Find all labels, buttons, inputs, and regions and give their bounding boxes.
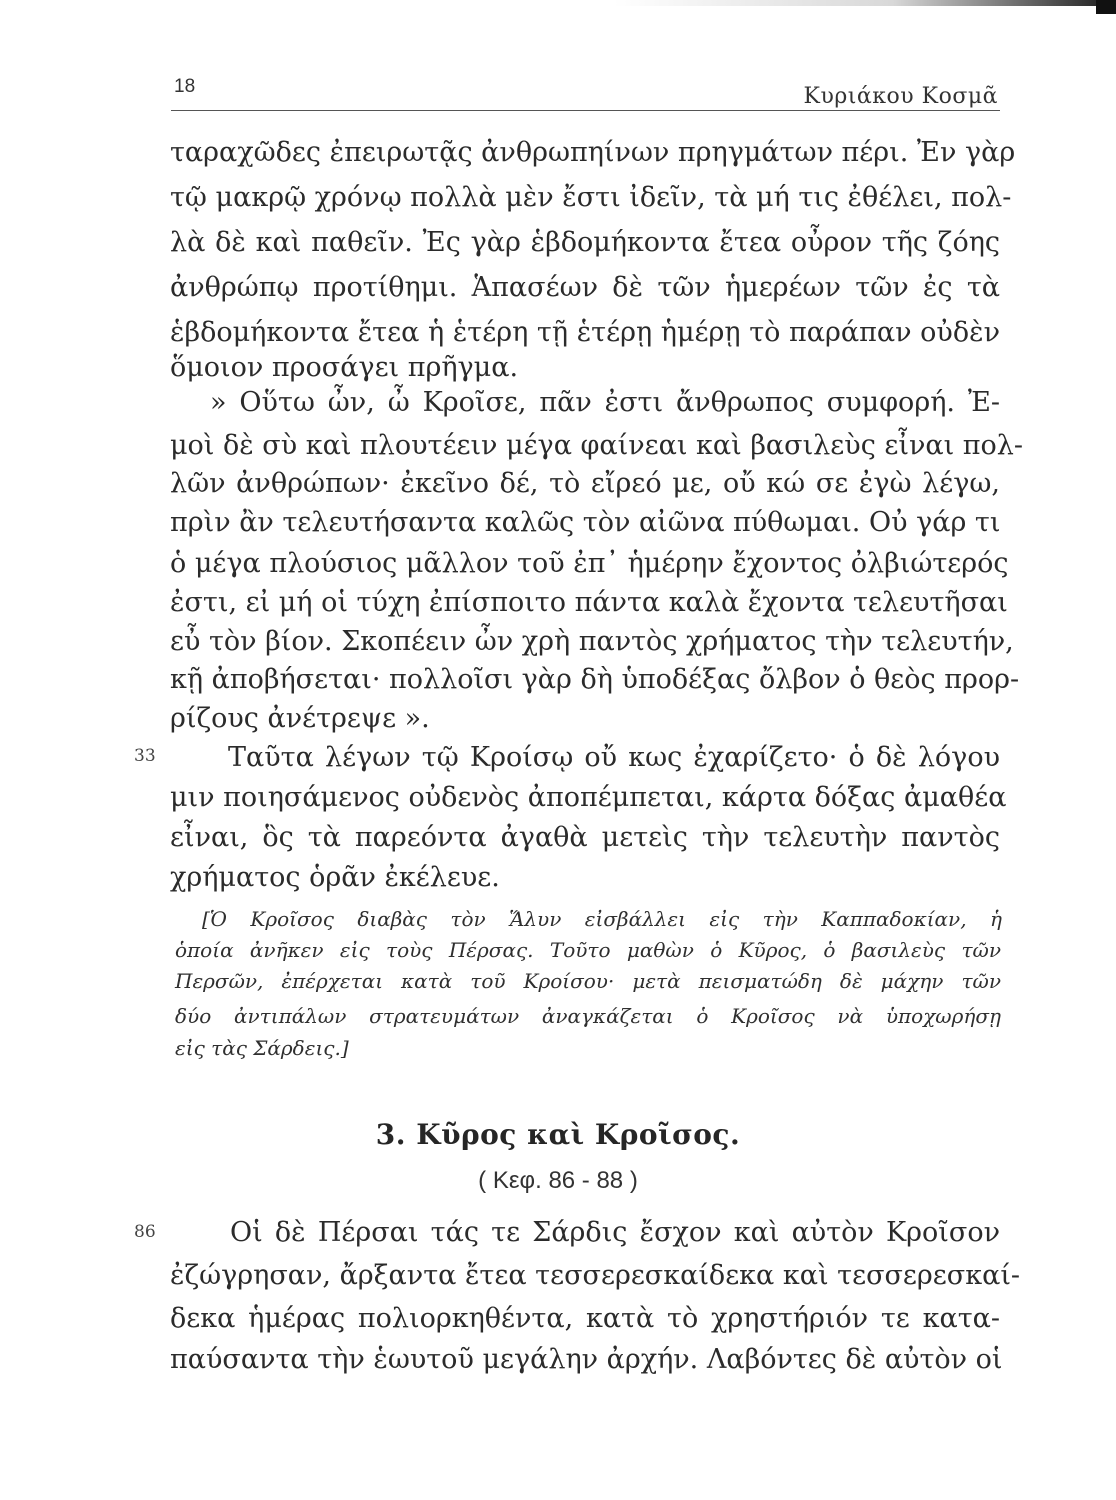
margin-chapter-number: 33 xyxy=(134,746,156,766)
running-head: Κυριάκου Κοσμᾶ xyxy=(803,84,998,109)
text-line: Ταῦτα λέγων τῷ Κροίσῳ οὔ κως ἐχαρίζετο· ὁ δὲ λόγου xyxy=(228,742,1000,773)
text-line: ἐστι, εἰ μή οἱ τύχη ἐπίσποιτο πάντα καλὰ ἔχοντα τελευτῆσαι xyxy=(170,587,1008,618)
page-number: 18 xyxy=(174,76,196,97)
text-line: εὖ τὸν βίον. Σκοπέειν ὦν χρὴ παντὸς χρήματος τὴν τελευτήν, xyxy=(170,626,1014,657)
text-line: μιν ποιησάμενος οὐδενὸς ἀποπέμπεται, κάρτα δόξας ἀμαθέα xyxy=(170,782,1007,813)
scan-top-edge-shadow xyxy=(0,0,1116,6)
text-line: ταραχῶδες ἐπειρωτᾷς ἀνθρωπηίνων πρηγμάτων πέρι. Ἐν γὰρ xyxy=(170,137,1016,168)
text-line: χρήματος ὁρᾶν ἐκέλευε. xyxy=(170,862,500,893)
note-line: [Ὁ Κροῖσος διαβὰς τὸν Ἅλυν εἰσβάλλει εἰς τὴν Καππαδοκίαν, ἡ xyxy=(202,907,1002,931)
note-line: ὁποία ἀνῆκεν εἰς τοὺς Πέρσας. Τοῦτο μαθὼν ὁ Κῦρος, ὁ βασιλεὺς τῶν xyxy=(175,938,1001,962)
section-title: 3. Κῦρος καὶ Κροῖσος. xyxy=(375,1118,741,1151)
note-line: Περσῶν, ἐπέρχεται κατὰ τοῦ Κροίσου· μετὰ πεισματώδη δὲ μάχην τῶν xyxy=(175,969,1001,993)
note-line: εἰς τὰς Σάρδεις.] xyxy=(175,1036,349,1060)
header-rule xyxy=(171,110,1000,111)
text-line: τῷ μακρῷ χρόνῳ πολλὰ μὲν ἔστι ἰδεῖν, τὰ μή τις ἐθέλει, πολ- xyxy=(170,182,1012,213)
text-line: ἑβδομήκοντα ἔτεα ἡ ἑτέρη τῇ ἑτέρῃ ἡμέρῃ τὸ παράπαν οὐδὲν xyxy=(170,317,1000,348)
text-line: λὰ δὲ καὶ παθεῖν. Ἐς γὰρ ἑβδομήκοντα ἔτεα οὖρον τῆς ζόης xyxy=(170,227,1000,258)
text-line: ρίζους ἀνέτρεψε ». xyxy=(170,703,430,734)
text-line: πρὶν ἂν τελευτήσαντα καλῶς τὸν αἰῶνα πύθωμαι. Οὐ γάρ τι xyxy=(170,507,1001,538)
text-line: δεκα ἡμέρας πολιορκηθέντα, κατὰ τὸ χρηστήριόν τε κατα- xyxy=(170,1303,1000,1334)
note-line: δύο ἀντιπάλων στρατευμάτων ἀναγκάζεται ὁ Κροῖσος νὰ ὑποχωρήσῃ xyxy=(175,1004,1001,1028)
text-line: κῇ ἀποβήσεται· πολλοῖσι γὰρ δὴ ὑποδέξας ὄλβον ὁ θεὸς προρ- xyxy=(170,664,1020,695)
scan-corner-mark xyxy=(1096,0,1116,14)
text-line: λῶν ἀνθρώπων· ἐκεῖνο δέ, τὸ εἴρεό με, οὔ κώ σε ἐγὼ λέγω, xyxy=(170,468,1000,499)
text-line: μοὶ δὲ σὺ καὶ πλουτέειν μέγα φαίνεαι καὶ βασιλεὺς εἶναι πολ- xyxy=(170,430,1024,461)
text-line: ὅμοιον προσάγει πρῆγμα. xyxy=(170,352,519,383)
section-chapter-range: ( Κεφ. 86 - 88 ) xyxy=(478,1167,638,1194)
text-line: ὁ μέγα πλούσιος μᾶλλον τοῦ ἐπ᾽ ἡμέρην ἔχοντος ὀλβιώτερός xyxy=(170,548,1009,579)
text-line: εἶναι, ὃς τὰ παρεόντα ἀγαθὰ μετεὶς τὴν τελευτὴν παντὸς xyxy=(170,822,1000,853)
text-line: παύσαντα τὴν ἑωυτοῦ μεγάλην ἀρχήν. Λαβόντες δὲ αὐτὸν οἱ xyxy=(170,1344,1003,1375)
text-line: » Οὕτω ὦν, ὦ Κροῖσε, πᾶν ἐστι ἄνθρωπος συμφορή. Ἐ- xyxy=(210,387,1000,418)
text-line: ἐζώγρησαν, ἄρξαντα ἔτεα τεσσερεσκαίδεκα καὶ τεσσερεσκαί- xyxy=(170,1260,1021,1291)
text-line: Οἱ δὲ Πέρσαι τάς τε Σάρδις ἔσχον καὶ αὐτὸν Κροῖσον xyxy=(230,1217,1000,1248)
margin-chapter-number: 86 xyxy=(134,1222,156,1242)
text-line: ἀνθρώπῳ προτίθημι. Ἁπασέων δὲ τῶν ἡμερέων τῶν ἐς τὰ xyxy=(170,272,1000,303)
